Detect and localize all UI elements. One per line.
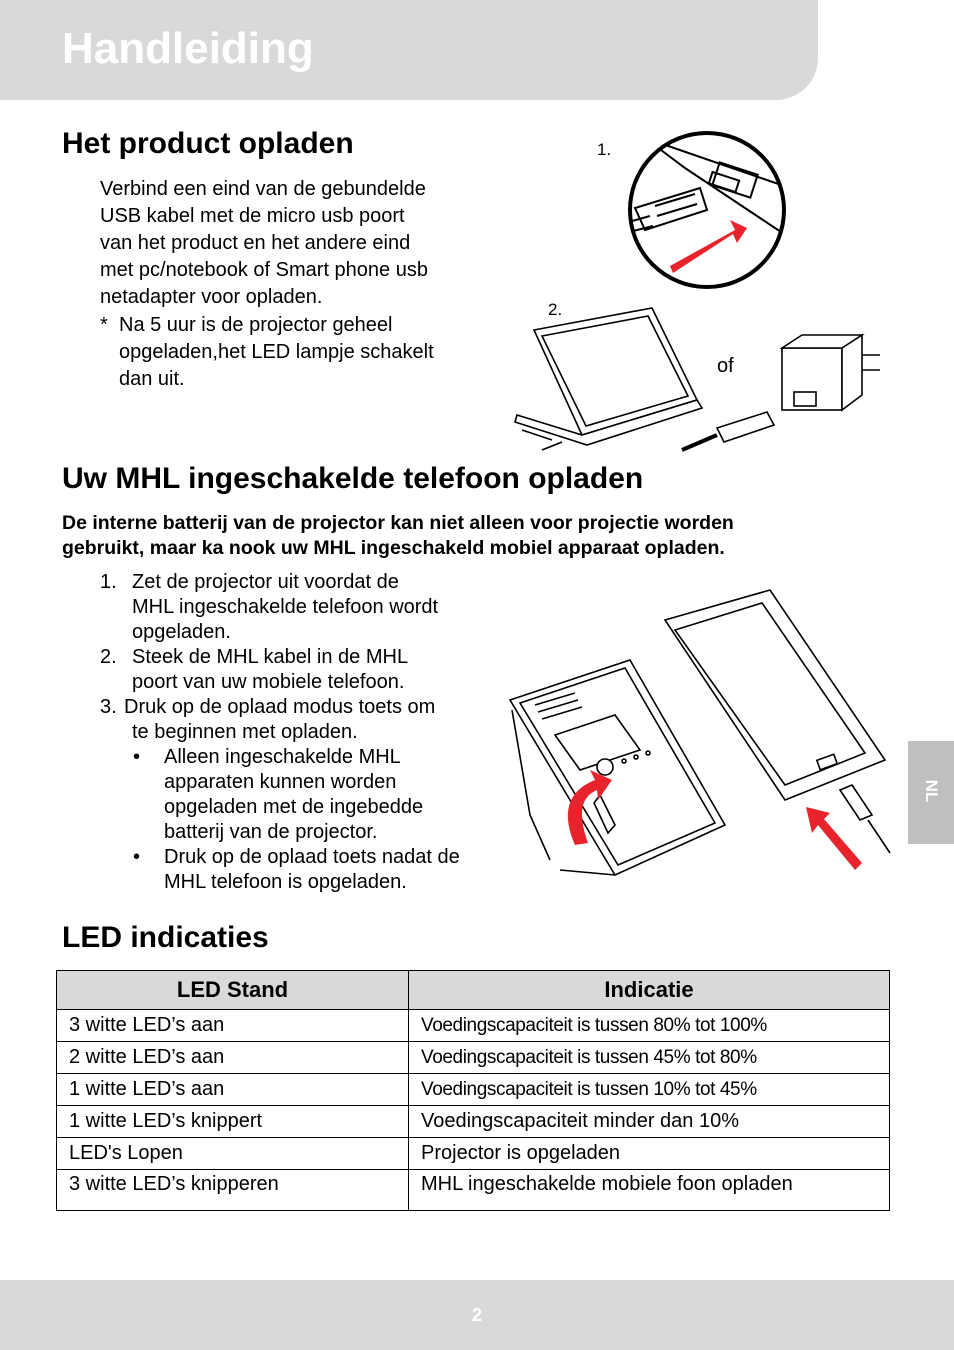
- bullet-item: [100, 845, 510, 895]
- text-line: Druk op de oplaad toets nadat de: [164, 846, 460, 868]
- table-cell: Voedingscapaciteit is tussen 80% tot 100%: [409, 1010, 890, 1042]
- text-line: Na 5 uur is de projector geheel: [119, 314, 393, 336]
- bullet-icon: •: [133, 846, 141, 868]
- table-cell: 3 witte LED’s aan: [57, 1010, 409, 1042]
- charging-note: [100, 312, 500, 393]
- or-label: of: [717, 355, 734, 377]
- table-cell: 3 witte LED’s knipperen: [57, 1170, 409, 1211]
- laptop-and-adapter-illustration: [512, 300, 902, 458]
- bullet-item: [100, 745, 510, 845]
- table-row: [57, 1074, 890, 1106]
- led-indication-table: [56, 970, 890, 1211]
- table-cell: LED's Lopen: [57, 1138, 409, 1170]
- column-header: LED Stand: [57, 971, 409, 1010]
- table-cell: 1 witte LED’s aan: [57, 1074, 409, 1106]
- table-row: [57, 1042, 890, 1074]
- step-number: 3.: [100, 696, 117, 718]
- text-line: Zet de projector uit voordat de: [132, 571, 399, 593]
- text-line: van het product en het andere eind: [100, 232, 411, 254]
- section-heading-led: LED indicaties: [62, 921, 269, 954]
- text-line: De interne batterij van de projector kan niet alleen voor projectie worden: [62, 512, 734, 534]
- list-item: [100, 695, 510, 745]
- text-line: Steek de MHL kabel in de MHL: [132, 646, 409, 668]
- language-tab-label: NL: [922, 779, 941, 803]
- projector-and-phone-illustration: [500, 585, 895, 885]
- section-heading-charging: Het product opladen: [62, 127, 354, 160]
- insert-arrow-icon: [670, 220, 747, 273]
- text-line: batterij van de projector.: [164, 821, 378, 843]
- table-row: [57, 1138, 890, 1170]
- list-item: [100, 645, 510, 695]
- page-number: 2: [471, 1305, 482, 1325]
- table-cell: Voedingscapaciteit is tussen 10% tot 45%: [409, 1074, 890, 1106]
- column-header: Indicatie: [409, 971, 890, 1010]
- table-row: [57, 1170, 890, 1211]
- text-line: te beginnen met opladen.: [132, 721, 358, 743]
- list-item: [100, 570, 510, 645]
- table-cell: Voedingscapaciteit minder dan 10%: [409, 1106, 890, 1138]
- text-line: Alleen ingeschakelde MHL: [164, 746, 401, 768]
- charging-instructions: [100, 176, 500, 311]
- text-line: opgeladen.: [132, 621, 231, 643]
- text-line: gebruikt, maar ka nook uw MHL ingeschakeld mobiel apparaat opladen.: [62, 537, 725, 559]
- text-line: poort van uw mobiele telefoon.: [132, 671, 405, 693]
- table-cell: 1 witte LED’s knippert: [57, 1106, 409, 1138]
- page-title: Handleiding: [62, 24, 314, 73]
- table-row: [57, 1010, 890, 1042]
- text-line: opgeladen,het LED lampje schakelt: [119, 341, 434, 363]
- text-line: Druk op de oplaad modus toets om: [124, 696, 436, 718]
- text-line: MHL ingeschakelde telefoon wordt: [132, 596, 439, 618]
- table-cell: 2 witte LED’s aan: [57, 1042, 409, 1074]
- text-line: MHL telefoon is opgeladen.: [164, 871, 407, 893]
- text-line: met pc/notebook of Smart phone usb: [100, 259, 428, 281]
- text-line: dan uit.: [119, 368, 185, 390]
- table-row: [57, 1106, 890, 1138]
- section-heading-mhl: Uw MHL ingeschakelde telefoon opladen: [62, 462, 644, 495]
- note-marker: *: [100, 314, 108, 336]
- table-cell: Voedingscapaciteit is tussen 45% tot 80%: [409, 1042, 890, 1074]
- bullet-icon: •: [133, 746, 141, 768]
- step-number: 2.: [100, 646, 117, 668]
- mhl-intro: [62, 511, 892, 561]
- table-header-row: [57, 971, 890, 1010]
- table-cell: MHL ingeschakelde mobiele foon opladen: [409, 1170, 890, 1211]
- figure-label-2: 2.: [548, 300, 563, 319]
- table-cell: Projector is opgeladen: [409, 1138, 890, 1170]
- language-tab: [908, 741, 954, 844]
- footer-bar: [0, 1280, 954, 1350]
- text-line: USB kabel met de micro usb poort: [100, 205, 405, 227]
- text-line: netadapter voor opladen.: [100, 286, 323, 308]
- figure-label-1: 1.: [597, 140, 612, 159]
- usb-port-closeup-illustration: [625, 128, 790, 293]
- text-line: apparaten kunnen worden: [164, 771, 397, 793]
- mhl-steps: [100, 570, 510, 895]
- plug-arrow-icon: [806, 807, 862, 870]
- text-line: opgeladen met de ingebedde: [164, 796, 424, 818]
- text-line: Verbind een eind van de gebundelde: [100, 178, 426, 200]
- step-number: 1.: [100, 571, 117, 593]
